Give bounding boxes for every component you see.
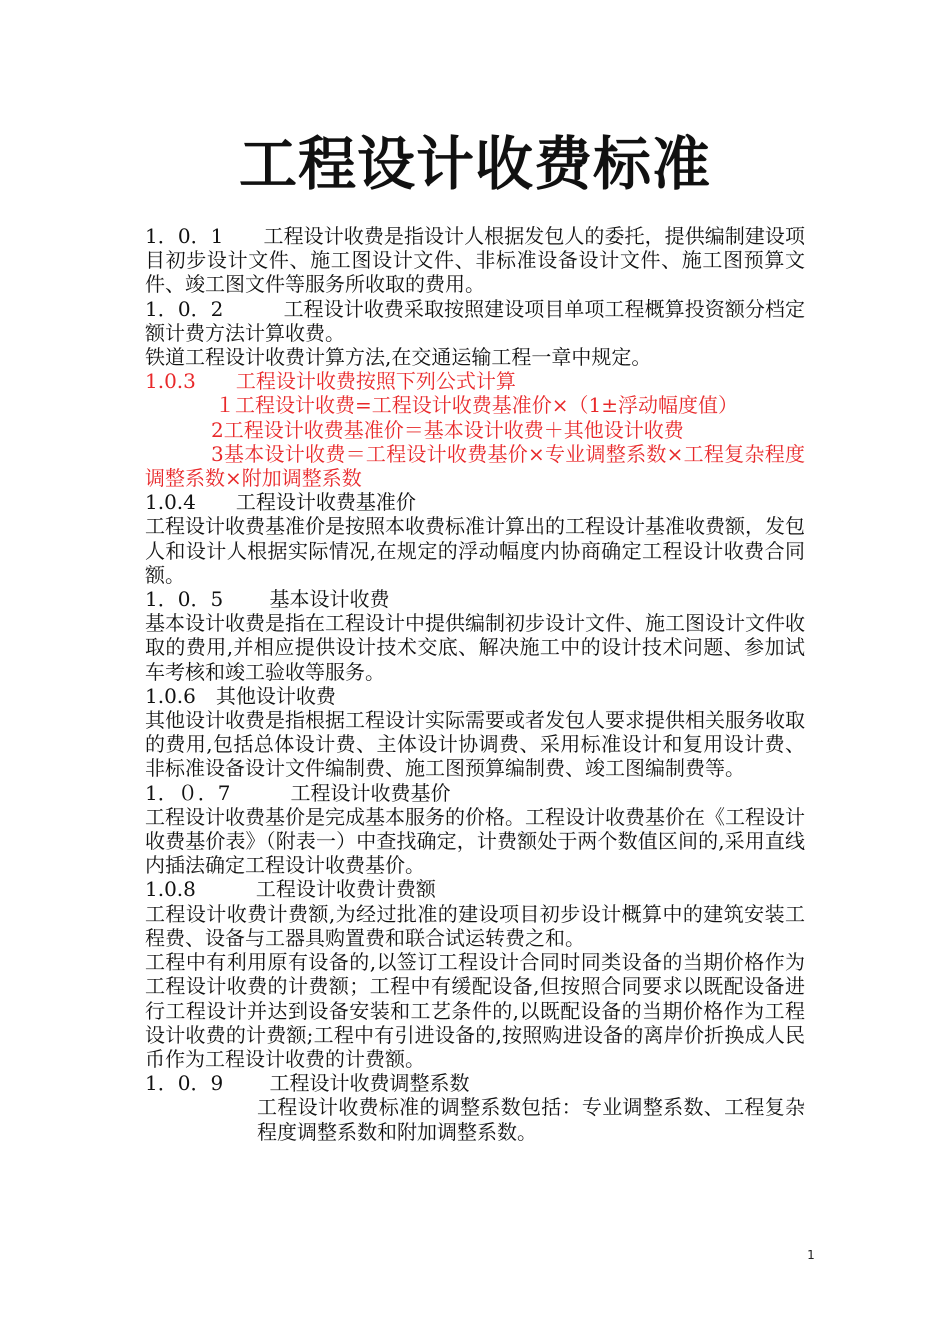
body-paragraph: 1.0.4 工程设计收费基准价 xyxy=(145,490,416,515)
body-paragraph: 工程设计收费基价是完成基本服务的价格。工程设计收费基价在《工程设计收费基价表》（附表一）中查找确定，计费额处于两个数值区间的,采用直线内插法确定工程设计收费基价。 xyxy=(145,804,805,878)
page-number: 1 xyxy=(807,1248,815,1262)
page-title: 工程设计收费标准 xyxy=(238,130,711,198)
formula-paragraph: 2工程设计收费基准价＝基本设计收费＋其他设计收费 xyxy=(211,417,684,442)
body-paragraph: 1．0．1 工程设计收费是指设计人根据发包人的委托，提供编制建设项目初步设计文件、施工图设计文件、非标准设备设计文件、施工图预算文件、竣工图文件等服务所收取的费用。 xyxy=(145,224,805,297)
body-paragraph: 1．0．2 工程设计收费采取按照建设项目单项工程概算投资额分档定额计费方法计算收费。 xyxy=(145,296,805,345)
body-paragraph: 其他设计收费是指根据工程设计实际需要或者发包人要求提供相关服务收取的费用,包括总体设计费、主体设计协调费、采用标准设计和复用设计费、非标准设备设计文件编制费、施工图预算编制费、竣工图编制费等。 xyxy=(145,708,805,781)
body-paragraph: 工程中有利用原有设备的,以签订工程设计合同时同类设备的当期价格作为工程设计收费的计费额；工程中有缓配设备,但按照合同要求以既配设备进行工程设计并达到设备安装和工艺条件的,以既配设备的当期价格作为工程设计收费的计费额;工程中有引进设备的,按照购进设备的离岸价折换成人民币作为工程设计收费的计费额。 xyxy=(145,950,805,1071)
body-paragraph: 工程设计收费标准的调整系数包括：专业调整系数、工程复杂程度调整系数和附加调整系数。 xyxy=(257,1095,805,1144)
formula-paragraph: １工程设计收费=工程设计收费基准价×（1±浮动幅度值） xyxy=(215,393,738,418)
formula-paragraph: 3基本设计收费＝工程设计收费基价×专业调整系数×工程复杂程度调整系数×附加调整系数 xyxy=(145,441,805,491)
body-paragraph: 工程设计收费基准价是按照本收费标准计算出的工程设计基准收费额，发包人和设计人根据实际情况,在规定的浮动幅度内协商确定工程设计收费合同额。 xyxy=(145,514,805,587)
formula-paragraph: 1.0.3 工程设计收费按照下列公式计算 xyxy=(145,369,516,394)
body-paragraph: 1.0.6 其他设计收费 xyxy=(145,683,336,708)
document-body xyxy=(145,224,805,1144)
body-paragraph: 工程设计收费计费额,为经过批准的建设项目初步设计概算中的建筑安装工程费、设备与工器具购置费和联合试运转费之和。 xyxy=(145,901,805,950)
body-paragraph: 1．0．5 基本设计收费 xyxy=(145,587,390,612)
body-paragraph: 1．０．7 工程设计收费基价 xyxy=(145,780,451,805)
body-paragraph: 铁道工程设计收费计算方法,在交通运输工程一章中规定。 xyxy=(145,345,652,370)
body-paragraph: 1．0．9 工程设计收费调整系数 xyxy=(145,1071,470,1096)
body-paragraph: 1.0.8 工程设计收费计费额 xyxy=(145,877,436,902)
body-paragraph: 基本设计收费是指在工程设计中提供编制初步设计文件、施工图设计文件收取的费用,并相应提供设计技术交底、解决施工中的设计技术问题、参加试车考核和竣工验收等服务。 xyxy=(145,611,805,684)
